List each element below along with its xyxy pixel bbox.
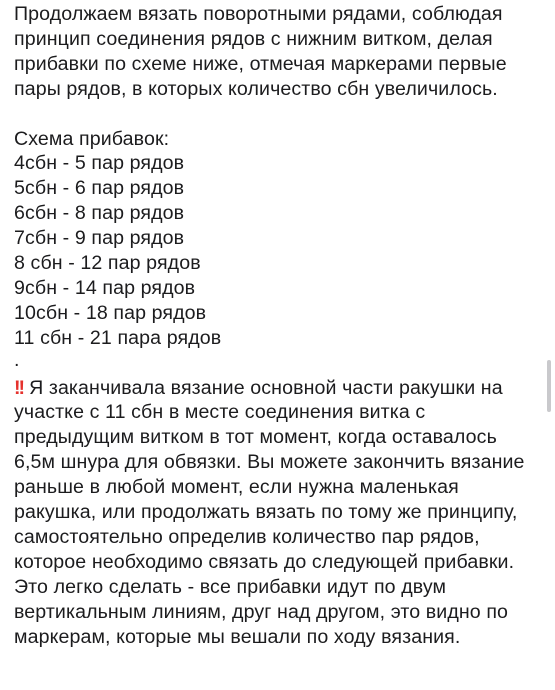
- scheme-line: 7сбн - 9 пар рядов: [14, 227, 185, 250]
- scheme-line: 5сбн - 6 пар рядов: [14, 177, 185, 200]
- scheme-line: 10сбн - 18 пар рядов: [14, 301, 207, 324]
- scheme-line: 6сбн - 8 пар рядов: [14, 202, 185, 225]
- scheme-line: 4сбн - 5 пар рядов: [14, 152, 185, 175]
- scheme-line: 9сбн - 14 пар рядов: [14, 276, 196, 299]
- scheme-title: Схема прибавок:: [14, 127, 170, 150]
- separator-dot: .: [14, 348, 20, 371]
- intro-paragraph: Продолжаем вязать поворотными рядами, соблюдая принцип соединения рядов с нижним витком, делая прибавки по схеме ниже, отмечая маркерами первые пары рядов, в которых количество сбн увеличилось.: [14, 3, 507, 100]
- scheme-line: 11 сбн - 21 пара рядов: [14, 326, 222, 349]
- document-body: [14, 2, 540, 650]
- note-text: Я заканчивала вязание основной части ракушки на участке с 11 сбн в месте соединения витка с предыдущим витком в тот момент, когда оставалось 6,5м шнура для обвязки. Вы можете закончить вязание раньше в любой момент, если нужна маленькая ракушка, или продолжать вязать по тому же принципу, самостоятельно определив количество пар рядов, которое необходимо связать до следующей прибавки. Это легко сделать - все прибавки идут по двум вертикальным линиям, друг над другом, это видно по маркерам, которые мы вешали по ходу вязания.: [14, 376, 525, 648]
- scrollbar-thumb[interactable]: [547, 360, 551, 412]
- double-exclamation-icon: !!: [14, 376, 24, 399]
- note-paragraph: [14, 376, 540, 650]
- increase-scheme: [14, 127, 540, 351]
- paragraph-gap: [14, 102, 540, 127]
- scheme-line: 8 сбн - 12 пар рядов: [14, 252, 201, 275]
